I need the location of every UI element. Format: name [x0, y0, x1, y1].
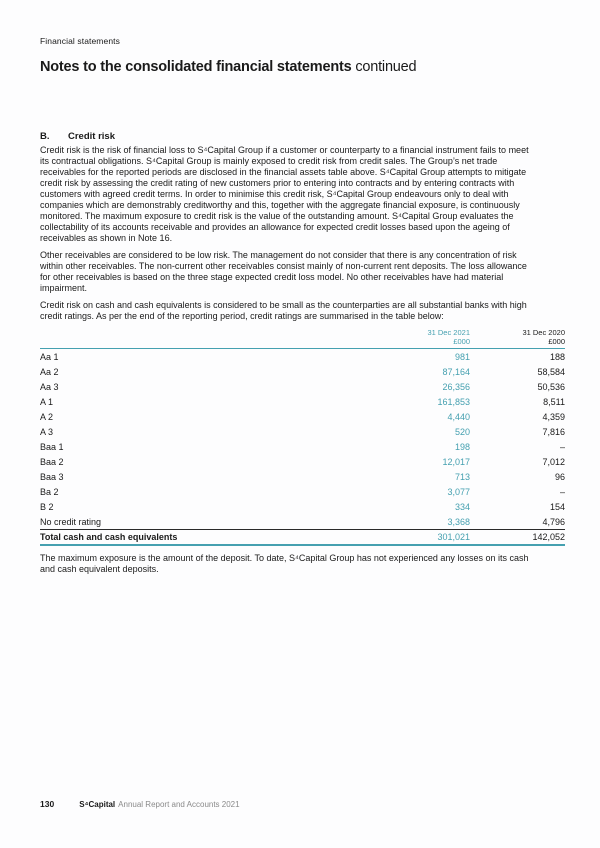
value-2020: 7,012 [542, 456, 565, 467]
value-2020: 188 [549, 351, 565, 362]
credit-ratings-table [40, 328, 565, 546]
rating-label: B 2 [40, 501, 54, 512]
table-row [40, 514, 565, 529]
value-2020: – [559, 441, 565, 452]
value-2020: 96 [554, 471, 565, 482]
total-label: Total cash and cash equivalents [40, 532, 178, 542]
value-2021: 3,368 [447, 516, 470, 527]
value-2021: 4,440 [447, 411, 470, 422]
rating-label: No credit rating [40, 516, 102, 527]
value-2021: 12,017 [442, 456, 470, 467]
column-header-2020-unit: £000 [548, 337, 565, 346]
table-row [40, 379, 565, 394]
rating-label: Baa 2 [40, 456, 64, 467]
value-2020: – [559, 486, 565, 497]
section-label: B. [40, 131, 50, 142]
column-header-2021 [378, 328, 470, 346]
page-title [40, 59, 565, 75]
rating-label: A 3 [40, 426, 54, 437]
value-2020: 154 [549, 501, 565, 512]
page-title-suffix: continued [351, 59, 417, 75]
table-row [40, 484, 565, 499]
column-header-2020-period: 31 Dec 2020 [522, 328, 565, 337]
value-2021: 713 [454, 471, 470, 482]
section-title: Credit risk [68, 131, 115, 142]
paragraph-credit-risk: Credit risk is the risk of financial loss to S⁴Capital Group if a customer or counterparty to a financial instrument fails to meet its contractual obligations. S⁴Capital Group is mainly exposed to credit risk from credit sales. The Group’s net trade receivables for the reported periods are disclosed in the financial assets table above. S⁴Capital Group attempts to mitigate credit risk by assessing the credit rating of new customers prior to entering into contracts and by entering contracts with customers with agreed credit terms. In order to minimise this credit risk, S⁴Capital Group endeavours only to deal with companies which are demonstrably creditworthy and this, together with the aggregate financial exposure, is continuously monitored. The maximum exposure to credit risk is the value of the outstanding amount. S⁴Capital Group evaluates the collectability of its accounts receivable and provides an allowance for expected credit losses based upon the ageing of receivables as shown in Note 16. [40, 145, 529, 243]
column-header-2020 [470, 328, 565, 346]
table-row [40, 394, 565, 409]
column-header-2021-unit: £000 [453, 337, 470, 346]
table-row [40, 424, 565, 439]
rating-label: Aa 2 [40, 366, 59, 377]
value-2020: 4,359 [542, 411, 565, 422]
page-footer [40, 799, 240, 809]
table-row [40, 454, 565, 469]
value-2021: 87,164 [442, 366, 470, 377]
value-2021: 334 [454, 501, 470, 512]
column-header-2021-period: 31 Dec 2021 [427, 328, 470, 337]
paragraph-other-receivables: Other receivables are considered to be low risk. The management do not consider that there is any concentration of risk within other receivables. The non-current other receivables consist mainly of non-current rent deposits. The loss allowance for other receivables is based on the three stage expected credit loss model. No other receivables have had material impairment. [40, 250, 527, 293]
table-row [40, 409, 565, 424]
value-2020: 50,536 [537, 381, 565, 392]
section-heading [40, 131, 565, 142]
total-value-2020: 142,052 [532, 532, 565, 542]
paragraph-max-exposure: The maximum exposure is the amount of the deposit. To date, S⁴Capital Group has not experienced any losses on its cash and cash equivalent deposits. [40, 553, 529, 574]
page-title-main: Notes to the consolidated financial statements [40, 59, 352, 75]
page-number: 130 [40, 799, 55, 809]
table-row [40, 364, 565, 379]
value-2020: 4,796 [542, 516, 565, 527]
rating-label: Aa 1 [40, 351, 59, 362]
value-2021: 198 [454, 441, 470, 452]
table-row [40, 469, 565, 484]
value-2020: 7,816 [542, 426, 565, 437]
table-row [40, 439, 565, 454]
total-value-2021: 301,021 [437, 532, 470, 542]
value-2021: 161,853 [437, 396, 470, 407]
value-2021: 26,356 [442, 381, 470, 392]
rating-label: Ba 2 [40, 486, 59, 497]
credit-ratings-table-body [40, 349, 565, 529]
table-header-row [40, 328, 565, 349]
report-edition: Annual Report and Accounts 2021 [118, 800, 240, 809]
table-row [40, 499, 565, 514]
rating-label: A 1 [40, 396, 54, 407]
rating-label: Aa 3 [40, 381, 59, 392]
rating-label: Baa 1 [40, 441, 64, 452]
value-2020: 8,511 [543, 396, 565, 407]
value-2020: 58,584 [537, 366, 565, 377]
table-total-row [40, 529, 565, 546]
value-2021: 520 [454, 426, 470, 437]
table-row [40, 349, 565, 364]
value-2021: 3,077 [447, 486, 470, 497]
paragraph-cash-equivalents: Credit risk on cash and cash equivalents is considered to be small as the counterparties are all substantial banks with high credit ratings. As per the end of the reporting period, credit ratings are summarised in the table below: [40, 300, 527, 321]
value-2021: 981 [454, 351, 470, 362]
rating-label: Baa 3 [40, 471, 64, 482]
rating-label: A 2 [40, 411, 54, 422]
brand-name: S⁴Capital [79, 800, 116, 809]
breadcrumb: Financial statements [40, 36, 120, 46]
